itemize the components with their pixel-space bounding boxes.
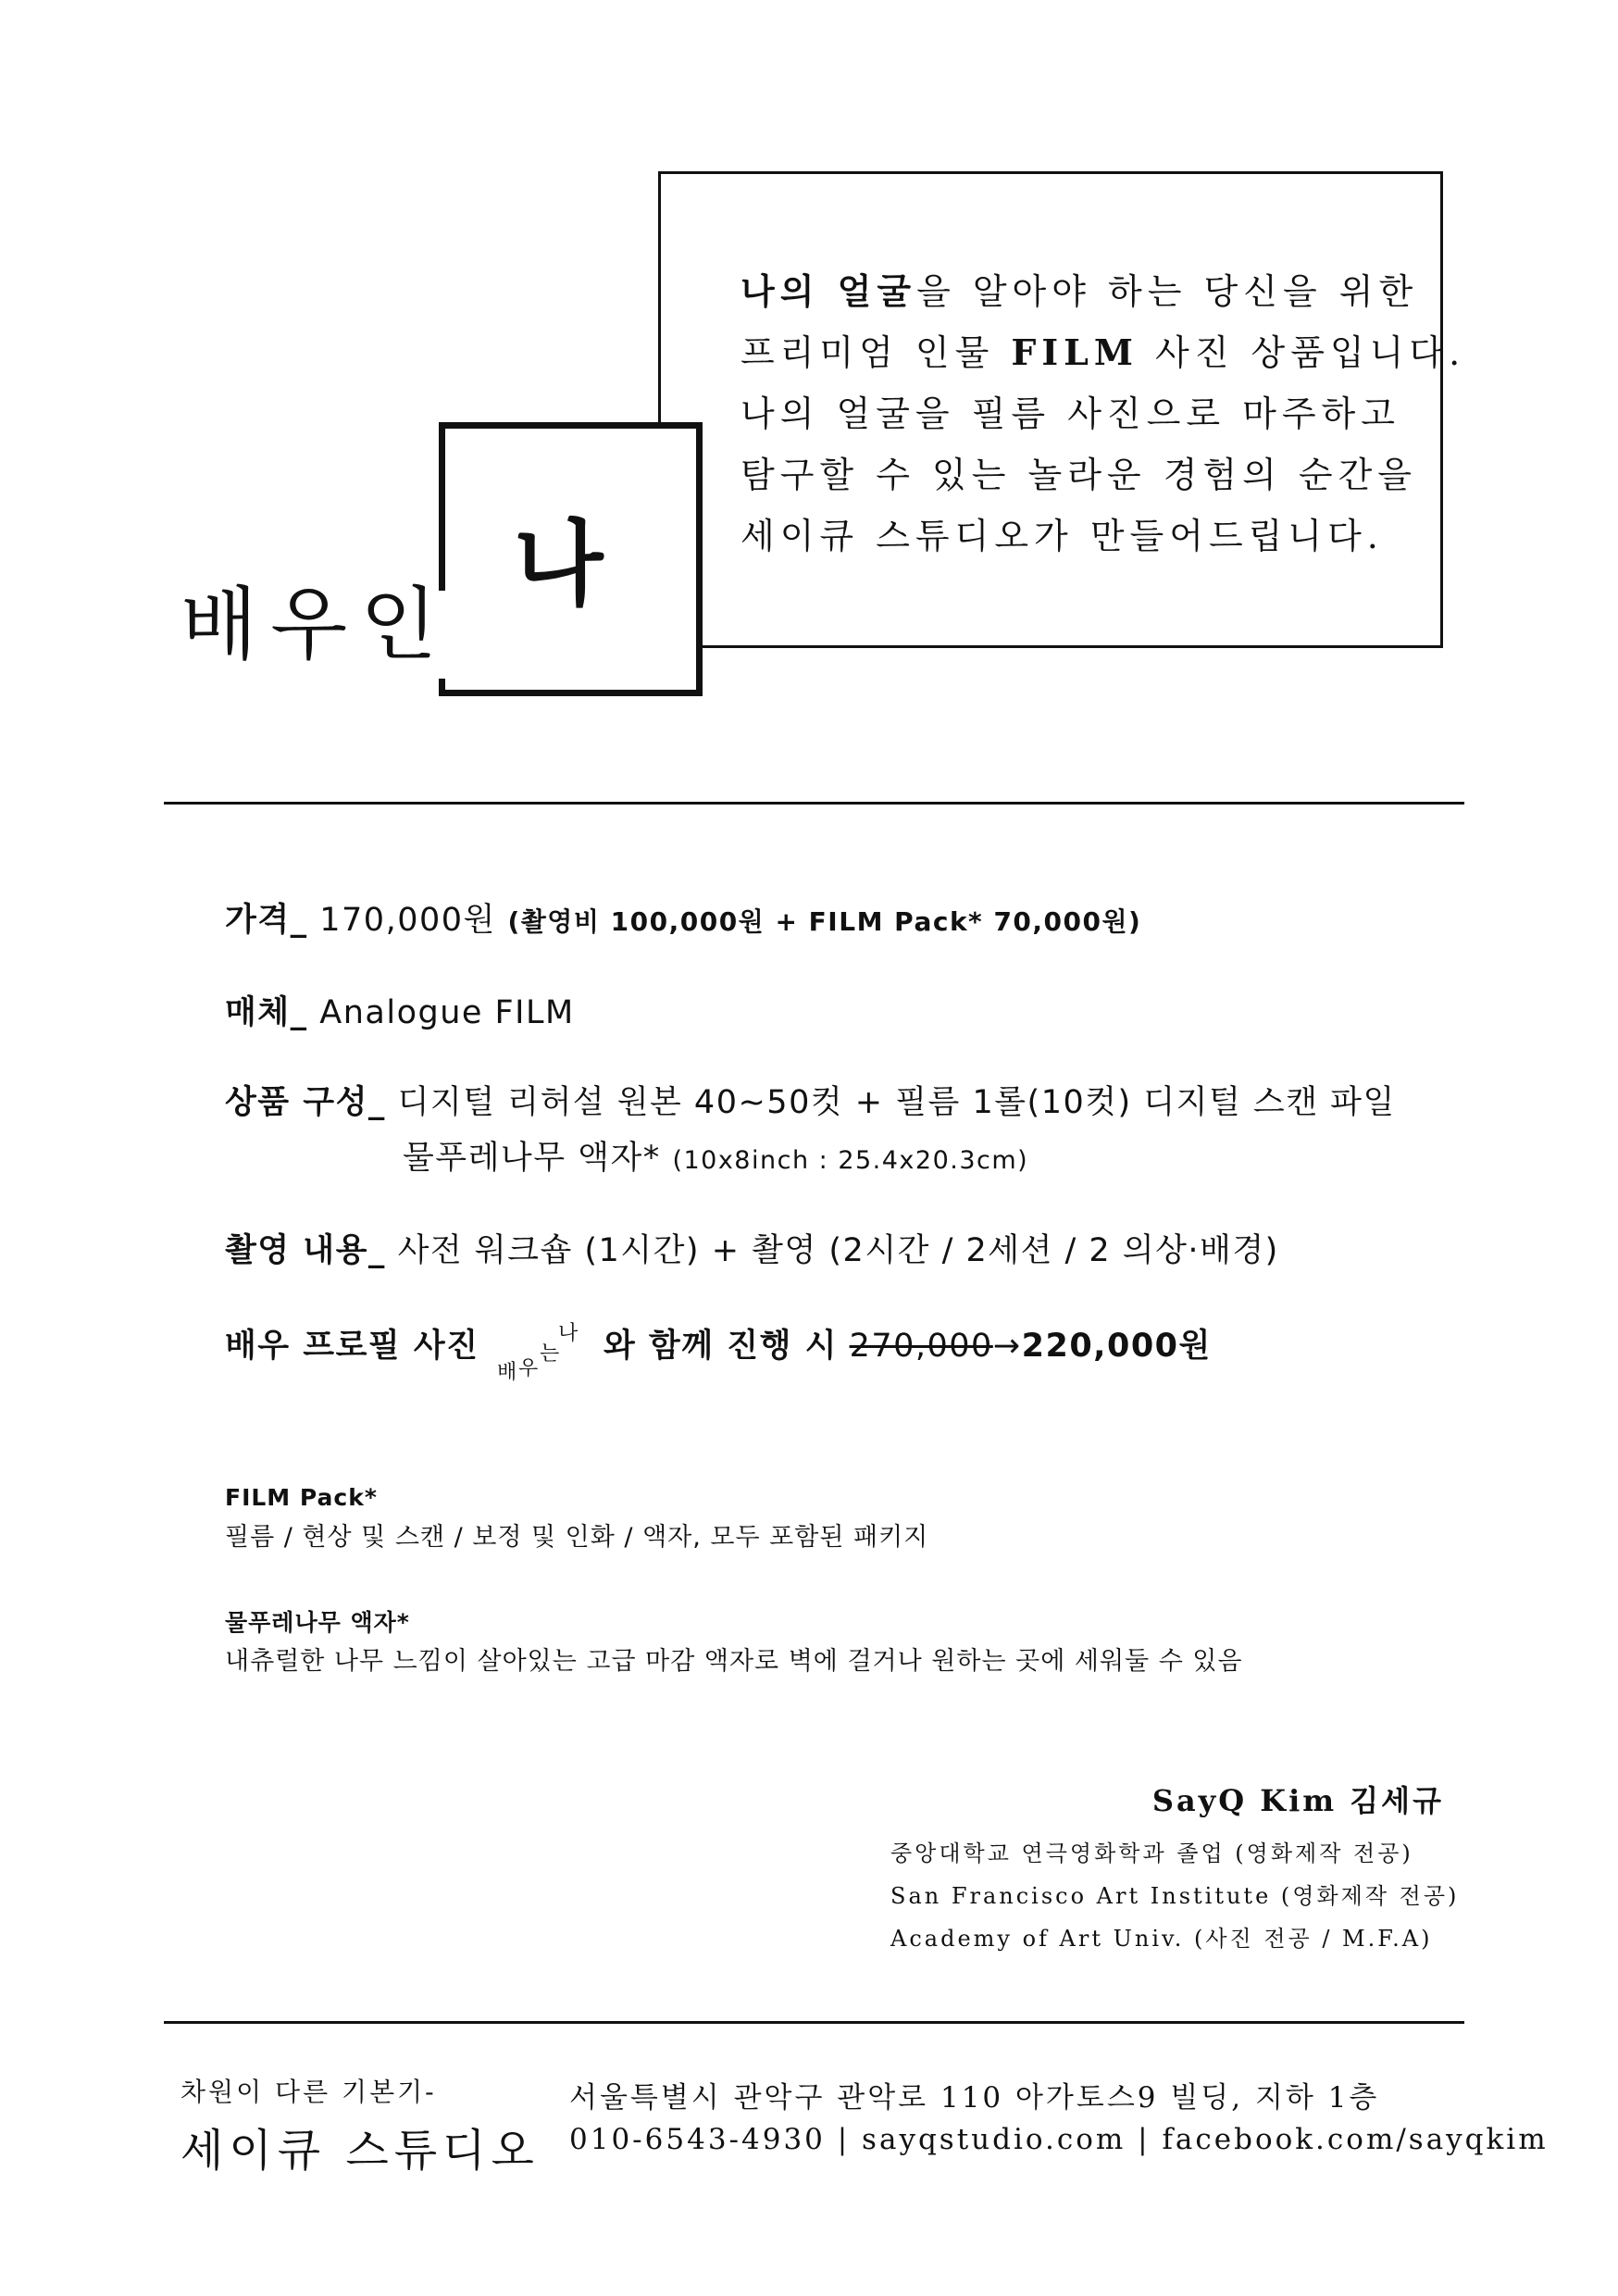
intro-line-2: 프리미엄 인물 FILM 사진 상품입니다.	[741, 331, 1466, 373]
bottom-divider	[164, 2021, 1464, 2024]
frame-title: 물푸레나무 액자*	[225, 1609, 410, 1636]
address: 서울특별시 관악구 관악로 110 아가토스9 빌딩, 지하 1층	[569, 2081, 1380, 2115]
promo-logo: 배 우 는 나	[497, 1322, 579, 1384]
intro-line-1: 나의 얼굴을 알아야 하는 당신을 위한	[741, 270, 1419, 312]
intro-line-5: 세이큐 스튜디오가 만들어드립니다.	[741, 516, 1384, 556]
credential-3: Academy of Art Univ. (사진 전공 / M.F.A)	[890, 1926, 1433, 1952]
film-pack-desc: 필름 / 현상 및 스캔 / 보정 및 인화 / 액자, 모두 포함된 패키지	[225, 1523, 929, 1552]
logo-word-baeuin: 배우인	[180, 579, 451, 671]
old-price: 270,000	[849, 1328, 993, 1365]
film-pack-title: FILM Pack*	[225, 1484, 378, 1511]
logo-word-na: 나	[514, 510, 611, 618]
intro-line-3: 나의 얼굴을 필름 사진으로 마주하고	[741, 393, 1400, 434]
arrow-icon: →	[992, 1328, 1022, 1365]
promo-row: 배우 프로필 사진	[225, 1328, 479, 1365]
intro-line-4: 탐구할 수 있는 놀라운 경험의 순간을	[741, 455, 1418, 495]
new-price: 220,000원	[1021, 1328, 1212, 1365]
price-row: 가격_ 170,000원 (촬영비 100,000원 + FILM Pack* 70,000원)	[225, 902, 1142, 939]
composition-row: 상품 구성_ 디지털 리허설 원본 40~50컷 + 필름 1롤(10컷) 디지털 스캔 파일	[225, 1084, 1396, 1121]
author-name: SayQ Kim 김세규	[1151, 1783, 1444, 1818]
promo-price: 와 함께 진행 시 270,000→220,000원	[604, 1328, 1212, 1365]
shoot-row: 촬영 내용_ 사전 워크숍 (1시간) + 촬영 (2시간 / 2세션 / 2 의상·배경)	[225, 1232, 1279, 1269]
composition-row-2: 물푸레나무 액자* (10x8inch : 25.4x20.3cm)	[403, 1140, 1029, 1177]
intro-paragraph	[741, 261, 1466, 567]
contact-info: 010-6543-4930 | sayqstudio.com | facebook.com/sayqkim	[569, 2123, 1549, 2156]
slogan: 차원이 다른 기본기-	[180, 2077, 437, 2107]
credential-2: San Francisco Art Institute (영화제작 전공)	[890, 1883, 1460, 1909]
top-divider	[164, 802, 1464, 805]
frame-desc: 내츄럴한 나무 느낌이 살아있는 고급 마감 액자로 벽에 걸거나 원하는 곳에 세워둘 수 있음	[225, 1647, 1243, 1676]
credential-1: 중앙대학교 연극영화학과 졸업 (영화제작 전공)	[890, 1841, 1413, 1866]
studio-name: 세이큐 스튜디오	[180, 2125, 540, 2177]
media-row: 매체_ Analogue FILM	[225, 994, 575, 1031]
